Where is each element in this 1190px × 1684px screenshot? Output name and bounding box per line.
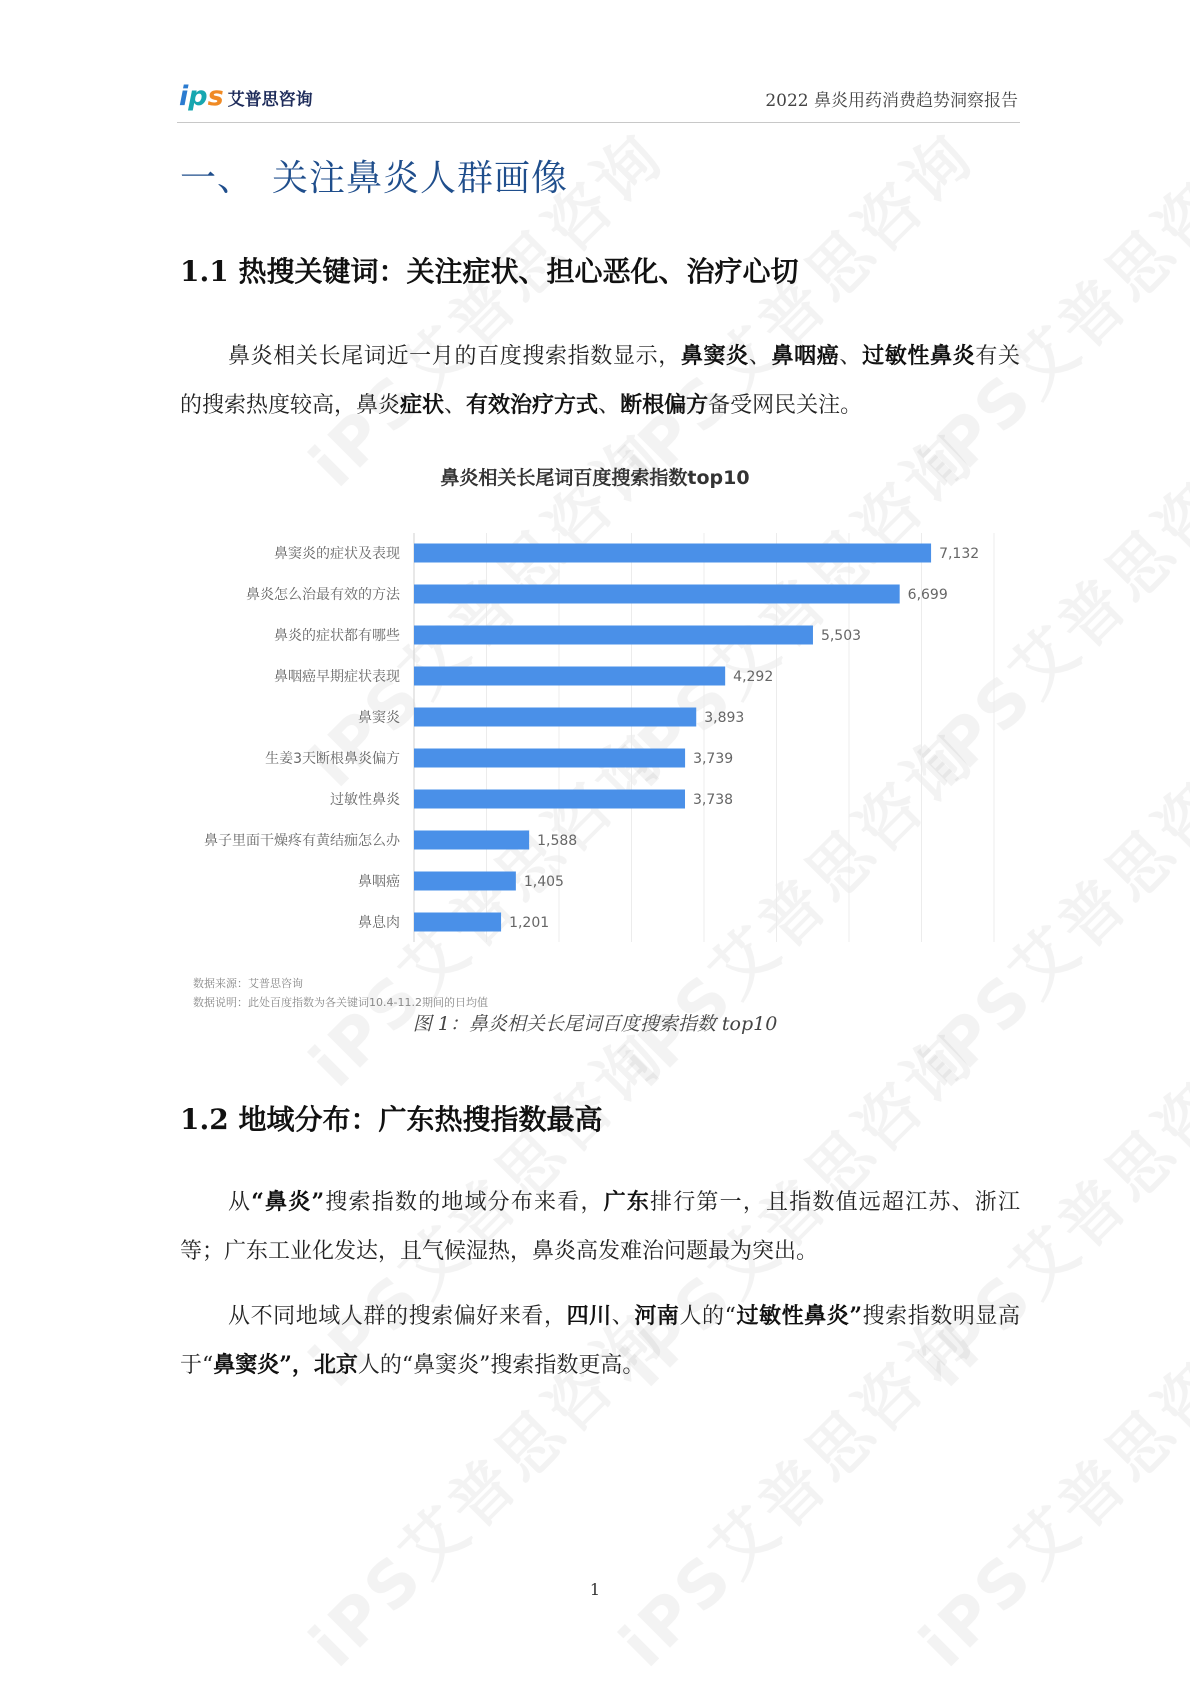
bar [414, 913, 501, 932]
data-label: 3,893 [704, 710, 745, 726]
bold-keyword: 广东 [603, 1189, 651, 1215]
chart-title: 鼻炎相关长尾词百度搜索指数top10 [440, 467, 750, 489]
data-label: 3,738 [693, 792, 734, 808]
section-number: 一、 [180, 158, 255, 199]
text-run: 有关的搜索热度较高，鼻炎 [180, 344, 1020, 418]
subsection-heading-2: 1.2 地域分布：广东热搜指数最高 [180, 1103, 603, 1136]
bold-keyword: 鼻窦炎”，北京 [213, 1352, 358, 1378]
bold-keyword: 断根偏方 [620, 392, 709, 418]
figure-caption: 图 1：鼻炎相关长尾词百度搜索指数 top10 [412, 1013, 778, 1035]
category-label: 鼻子里面干燥疼有黄结痂怎么办 [204, 833, 400, 849]
category-label: 鼻炎的症状都有哪些 [274, 628, 400, 644]
text-run: 搜索指数的地域分布来看， [324, 1190, 604, 1215]
category-label: 鼻炎怎么治最有效的方法 [246, 587, 400, 603]
data-label: 5,503 [820, 628, 862, 644]
category-label: 过敏性鼻炎 [330, 792, 400, 808]
text-run: 排行第一，且指数值远超江苏、浙江等；广东工业化发达，且气候湿热，鼻炎高发难治问题最为突出。 [180, 1190, 1020, 1264]
subsection-heading-1: 1.1 热搜关键词：关注症状、担心恶化、治疗心切 [180, 255, 799, 288]
bar [414, 585, 900, 604]
data-label: 3,739 [693, 751, 734, 767]
bar [414, 790, 685, 809]
bold-keyword: 鼻咽癌 [771, 343, 840, 369]
bold-keyword: 过敏性鼻炎 [862, 343, 976, 369]
category-label: 鼻咽癌早期症状表现 [274, 669, 400, 685]
logo-letter-s: s [207, 81, 224, 112]
text-run: 、 [444, 393, 467, 418]
text-run: 、 [611, 1304, 635, 1329]
paragraph-region-2 [180, 1292, 1020, 1390]
page-number: 1 [589, 1580, 601, 1599]
data-label: 1,201 [509, 915, 550, 931]
bold-keyword: 有效治疗方式 [466, 392, 599, 418]
section-title: 关注鼻炎人群画像 [272, 158, 569, 199]
data-label: 1,405 [523, 874, 564, 890]
bar [414, 708, 696, 727]
bar [414, 749, 685, 768]
bar [414, 626, 813, 645]
bold-keyword: 河南 [634, 1303, 680, 1329]
logo-letter-p: p [188, 81, 208, 112]
chart-note: 数据说明：此处百度指数为各关键词10.4-11.2期间的日均值 [193, 996, 488, 1009]
text-run: 、 [748, 344, 772, 369]
text-run: 、 [839, 344, 863, 369]
text-run: 从 [228, 1190, 252, 1215]
text-run: 人的“ [679, 1304, 736, 1329]
bold-keyword: 鼻窦炎 [680, 343, 749, 369]
data-label: 4,292 [733, 669, 774, 685]
category-label: 鼻咽癌 [358, 874, 400, 890]
bar [414, 667, 725, 686]
data-label: 6,699 [907, 587, 948, 603]
data-label: 7,132 [939, 546, 980, 562]
bar [414, 831, 529, 850]
text-run: 搜索指数明显高于“ [180, 1304, 1020, 1378]
category-label: 鼻窦炎 [358, 710, 400, 726]
logo-text: 艾普思咨询 [227, 89, 313, 110]
text-run: 从不同地域人群的搜索偏好来看， [228, 1304, 567, 1329]
bold-keyword: “鼻炎” [251, 1189, 325, 1215]
report-title: 2022 鼻炎用药消费趋势洞察报告 [765, 91, 1018, 111]
data-label: 1,588 [537, 833, 578, 849]
bold-keyword: 过敏性鼻炎” [735, 1303, 862, 1329]
paragraph-region-1 [180, 1178, 1020, 1276]
text-run: 人的“鼻窦炎”搜索指数更高。 [357, 1353, 645, 1378]
text-run: 、 [598, 393, 621, 418]
category-label: 鼻息肉 [358, 915, 400, 931]
bold-keyword: 四川 [566, 1303, 612, 1329]
bold-keyword: 症状 [400, 392, 445, 418]
text-run: 鼻炎相关长尾词近一月的百度搜索指数显示， [228, 344, 681, 369]
bar [414, 872, 516, 891]
category-label: 生姜3天断根鼻炎偏方 [265, 751, 400, 767]
bar [414, 544, 931, 563]
logo-letter-i: i [179, 81, 189, 112]
text-run: 备受网民关注。 [708, 393, 863, 418]
chart-source: 数据来源：艾普思咨询 [193, 977, 303, 990]
category-label: 鼻窦炎的症状及表现 [274, 546, 400, 562]
